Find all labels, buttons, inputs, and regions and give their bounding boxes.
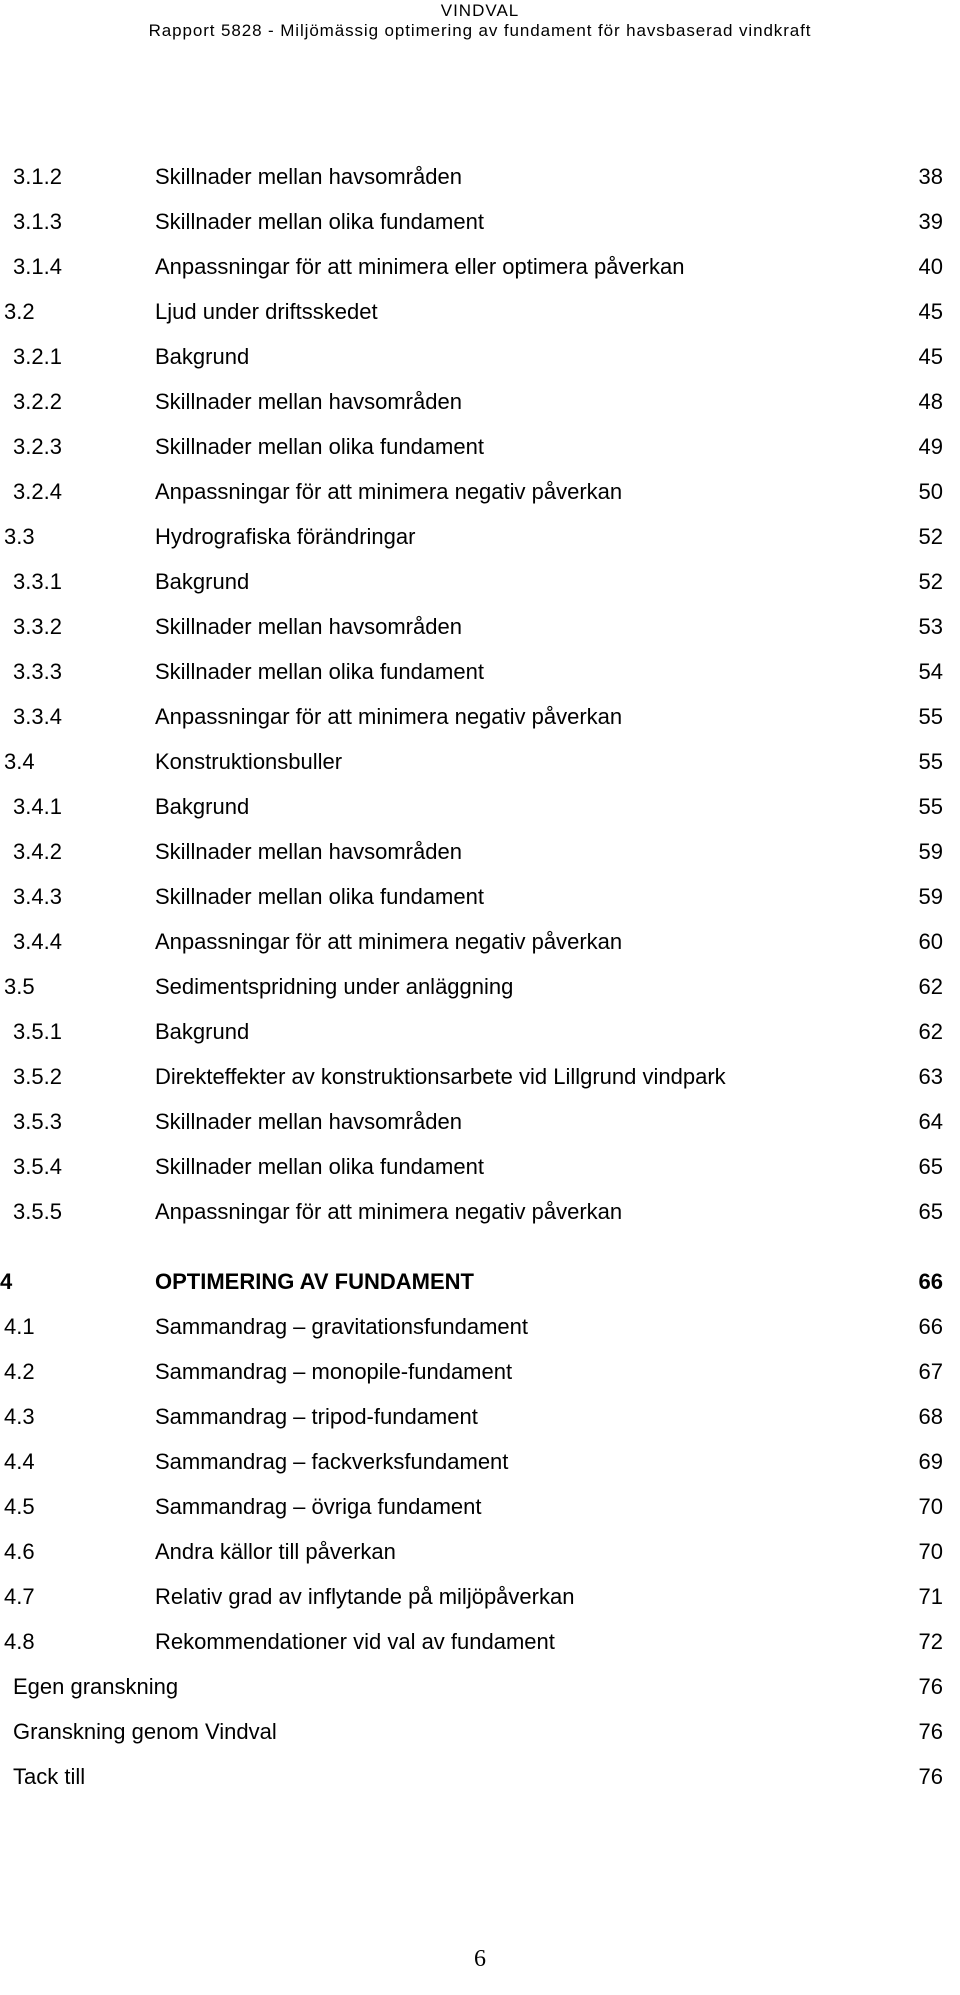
toc-entry[interactable]: [0, 927, 960, 972]
toc-entry-title: Anpassningar för att minimera eller optimera påverkan: [155, 254, 685, 279]
toc-entry-number: 4: [0, 1269, 13, 1294]
toc-entry-title: Andra källor till påverkan: [155, 1539, 396, 1564]
toc-entry-page: 50: [918, 479, 943, 504]
toc-entry-page: 52: [918, 524, 943, 549]
toc-entry-number: 3.1.3: [13, 209, 62, 234]
toc-entry-title: Sammandrag – gravitationsfundament: [155, 1314, 528, 1339]
toc-entry-title: Hydrografiska förändringar: [155, 524, 416, 549]
toc-entry-page: 55: [918, 749, 943, 774]
toc-entry-title: Egen granskning: [13, 1674, 179, 1699]
toc-entry-page: 52: [918, 569, 943, 594]
toc-entry-page: 45: [918, 344, 943, 369]
toc-entry-page: 76: [918, 1764, 943, 1789]
toc-entry-number: 3.3.4: [13, 704, 62, 729]
toc-entry-number: 4.4: [4, 1449, 35, 1474]
toc-entry-page: 69: [918, 1449, 943, 1474]
toc-entry-page: 72: [918, 1629, 943, 1654]
toc-entry-title: Sammandrag – monopile-fundament: [155, 1359, 513, 1384]
toc-entry-number: 3.3.1: [13, 569, 62, 594]
toc-entry-number: 4.1: [4, 1314, 35, 1339]
toc-entry-page: 62: [918, 974, 943, 999]
toc-entry[interactable]: [0, 1152, 960, 1197]
toc-entry-number: 3.5: [4, 974, 35, 999]
toc-entry-number: 3.3.2: [13, 614, 62, 639]
toc-entry-title: Anpassningar för att minimera negativ påverkan: [155, 1199, 623, 1224]
toc-entry-number: 3.4: [4, 749, 35, 774]
toc-entry-title: OPTIMERING AV FUNDAMENT: [155, 1269, 474, 1294]
toc-entry-page: 55: [918, 794, 943, 819]
toc-entry-page: 59: [918, 839, 943, 864]
toc-entry-title: Konstruktionsbuller: [155, 749, 343, 774]
toc-entry[interactable]: [0, 252, 960, 297]
toc-entry-title: Sammandrag – tripod-fundament: [155, 1404, 478, 1429]
toc-entry-title: Bakgrund: [155, 569, 250, 594]
toc-entry-number: 3.2: [4, 299, 35, 324]
toc-entry-title: Skillnader mellan olika fundament: [155, 209, 484, 234]
toc-gap: [0, 1242, 960, 1267]
toc-entry-title: Skillnader mellan havsområden: [155, 839, 462, 864]
toc-entry-number: 3.3.3: [13, 659, 62, 684]
toc-entry[interactable]: [0, 162, 960, 207]
toc-entry[interactable]: [0, 1537, 960, 1582]
toc-entry-title: Bakgrund: [155, 1019, 250, 1044]
toc-entry-title: Skillnader mellan havsområden: [155, 1109, 462, 1134]
toc-entry-title: Anpassningar för att minimera negativ påverkan: [155, 929, 623, 954]
toc-entry-title: Anpassningar för att minimera negativ påverkan: [155, 704, 623, 729]
header-report-title: Rapport 5828 - Miljömässig optimering av fundament för havsbaserad vindkraft: [148, 21, 812, 40]
toc-entry-number: 3.3: [4, 524, 35, 549]
toc-entry-page: 63: [918, 1064, 943, 1089]
toc-entry-page: 66: [918, 1314, 943, 1339]
toc-entry-number: 3.4.2: [13, 839, 62, 864]
toc-entry-page: 39: [918, 209, 943, 234]
toc-entry[interactable]: [0, 702, 960, 747]
toc-entry-page: 48: [918, 389, 943, 414]
toc-entry-title: Sedimentspridning under anläggning: [155, 974, 514, 999]
toc-entry-page: 66: [918, 1269, 943, 1294]
toc-section-4: [0, 1267, 960, 1807]
toc-entry-page: 60: [918, 929, 943, 954]
toc-entry-title: Bakgrund: [155, 794, 250, 819]
toc-entry-title: Relativ grad av inflytande på miljöpåverkan: [155, 1584, 575, 1609]
page-header: [0, 0, 960, 41]
toc-entry[interactable]: [0, 522, 960, 567]
toc-entry[interactable]: [0, 387, 960, 432]
toc-entry[interactable]: [0, 657, 960, 702]
page-number: 6: [474, 1946, 486, 1972]
toc-entry-number: 3.5.1: [13, 1019, 62, 1044]
toc-entry-page: 70: [918, 1539, 943, 1564]
toc-entry-title: Skillnader mellan olika fundament: [155, 884, 484, 909]
toc-entry[interactable]: [0, 297, 960, 342]
toc-entry[interactable]: [0, 1492, 960, 1537]
toc-entry-number: 4.6: [4, 1539, 35, 1564]
toc-entry-number: 3.5.5: [13, 1199, 62, 1224]
toc-entry[interactable]: [0, 207, 960, 252]
toc-entry-title: Skillnader mellan olika fundament: [155, 434, 484, 459]
toc-entry-page: 59: [918, 884, 943, 909]
toc-entry-number: 3.2.4: [13, 479, 62, 504]
toc-entry-number: 3.5.2: [13, 1064, 62, 1089]
toc-entry-page: 76: [918, 1719, 943, 1744]
toc-entry-page: 67: [918, 1359, 943, 1384]
toc-entry-number: 3.2.3: [13, 434, 62, 459]
toc-entry-number: 3.4.1: [13, 794, 62, 819]
toc-entry[interactable]: [0, 882, 960, 927]
toc-entry-number: 3.2.2: [13, 389, 62, 414]
toc-entry-number: 3.1.2: [13, 164, 62, 189]
toc-entry-page: 55: [918, 704, 943, 729]
toc-entry-title: Tack till: [13, 1764, 86, 1789]
toc-entry[interactable]: [0, 837, 960, 882]
toc-entry[interactable]: [0, 567, 960, 612]
toc-entry-title: Sammandrag – fackverksfundament: [155, 1449, 509, 1474]
toc-entry-number: 4.3: [4, 1404, 35, 1429]
toc-entry[interactable]: [0, 1197, 960, 1242]
toc-entry[interactable]: [0, 1627, 960, 1672]
toc-entry-number: 4.5: [4, 1494, 35, 1519]
toc-entry-title: Direkteffekter av konstruktionsarbete vid Lillgrund vindpark: [155, 1064, 726, 1089]
toc-entry-number: 4.8: [4, 1629, 35, 1654]
toc-entry[interactable]: [0, 612, 960, 657]
toc-entry-number: 3.5.4: [13, 1154, 62, 1179]
toc-entry[interactable]: [0, 747, 960, 792]
toc-entry[interactable]: [0, 1312, 960, 1357]
toc-entry-page: 76: [918, 1674, 943, 1699]
toc-entry-title: Skillnader mellan havsområden: [155, 164, 462, 189]
toc-entry[interactable]: [0, 1762, 960, 1807]
toc-entry-page: 71: [918, 1584, 943, 1609]
toc-entry-page: 68: [918, 1404, 943, 1429]
toc-entry-page: 65: [918, 1154, 943, 1179]
toc-entry-page: 70: [918, 1494, 943, 1519]
toc-entry-number: 3.5.3: [13, 1109, 62, 1134]
toc-section-3: [0, 162, 960, 1242]
toc-entry[interactable]: [0, 1357, 960, 1402]
toc-entry-page: 65: [918, 1199, 943, 1224]
toc-entry[interactable]: [0, 477, 960, 522]
toc-entry[interactable]: [0, 792, 960, 837]
toc-entry[interactable]: [0, 1402, 960, 1447]
toc-entry[interactable]: [0, 972, 960, 1017]
toc-entry-page: 49: [918, 434, 943, 459]
toc-entry-title: Skillnader mellan olika fundament: [155, 1154, 484, 1179]
toc-entry-title: Ljud under driftsskedet: [155, 299, 378, 324]
toc-entry[interactable]: [0, 432, 960, 477]
toc-entry[interactable]: [0, 1582, 960, 1627]
toc-entry[interactable]: [0, 1107, 960, 1152]
toc-entry-page: 54: [918, 659, 943, 684]
toc-entry-number: 3.1.4: [13, 254, 62, 279]
toc-entry[interactable]: [0, 1017, 960, 1062]
toc-entry-number: 4.7: [4, 1584, 35, 1609]
toc-entry-title: Rekommendationer vid val av fundament: [155, 1629, 555, 1654]
toc-entry-page: 64: [918, 1109, 943, 1134]
toc-entry[interactable]: [0, 342, 960, 387]
toc-entry-page: 45: [918, 299, 943, 324]
toc-entry-page: 62: [918, 1019, 943, 1044]
toc-entry-number: 3.4.4: [13, 929, 62, 954]
toc-entry-title: Skillnader mellan havsområden: [155, 614, 462, 639]
toc-entry-title: Skillnader mellan olika fundament: [155, 659, 484, 684]
toc-entry[interactable]: [0, 1062, 960, 1107]
toc-entry[interactable]: [0, 1672, 960, 1717]
toc-entry-page: 40: [918, 254, 943, 279]
toc-entry-page: 38: [918, 164, 943, 189]
toc-entry-number: 3.4.3: [13, 884, 62, 909]
toc-entry-number: 3.2.1: [13, 344, 62, 369]
toc-entry-page: 53: [918, 614, 943, 639]
toc-entry-title: Bakgrund: [155, 344, 250, 369]
toc-entry-number: 4.2: [4, 1359, 35, 1384]
table-of-contents: [0, 162, 960, 1807]
toc-entry-title: Granskning genom Vindval: [13, 1719, 277, 1744]
toc-entry[interactable]: [0, 1717, 960, 1762]
toc-entry-title: Skillnader mellan havsområden: [155, 389, 462, 414]
toc-entry-title: Anpassningar för att minimera negativ påverkan: [155, 479, 623, 504]
header-org: VINDVAL: [440, 1, 520, 20]
toc-entry[interactable]: [0, 1267, 960, 1312]
toc-entry-title: Sammandrag – övriga fundament: [155, 1494, 482, 1519]
toc-entry[interactable]: [0, 1447, 960, 1492]
